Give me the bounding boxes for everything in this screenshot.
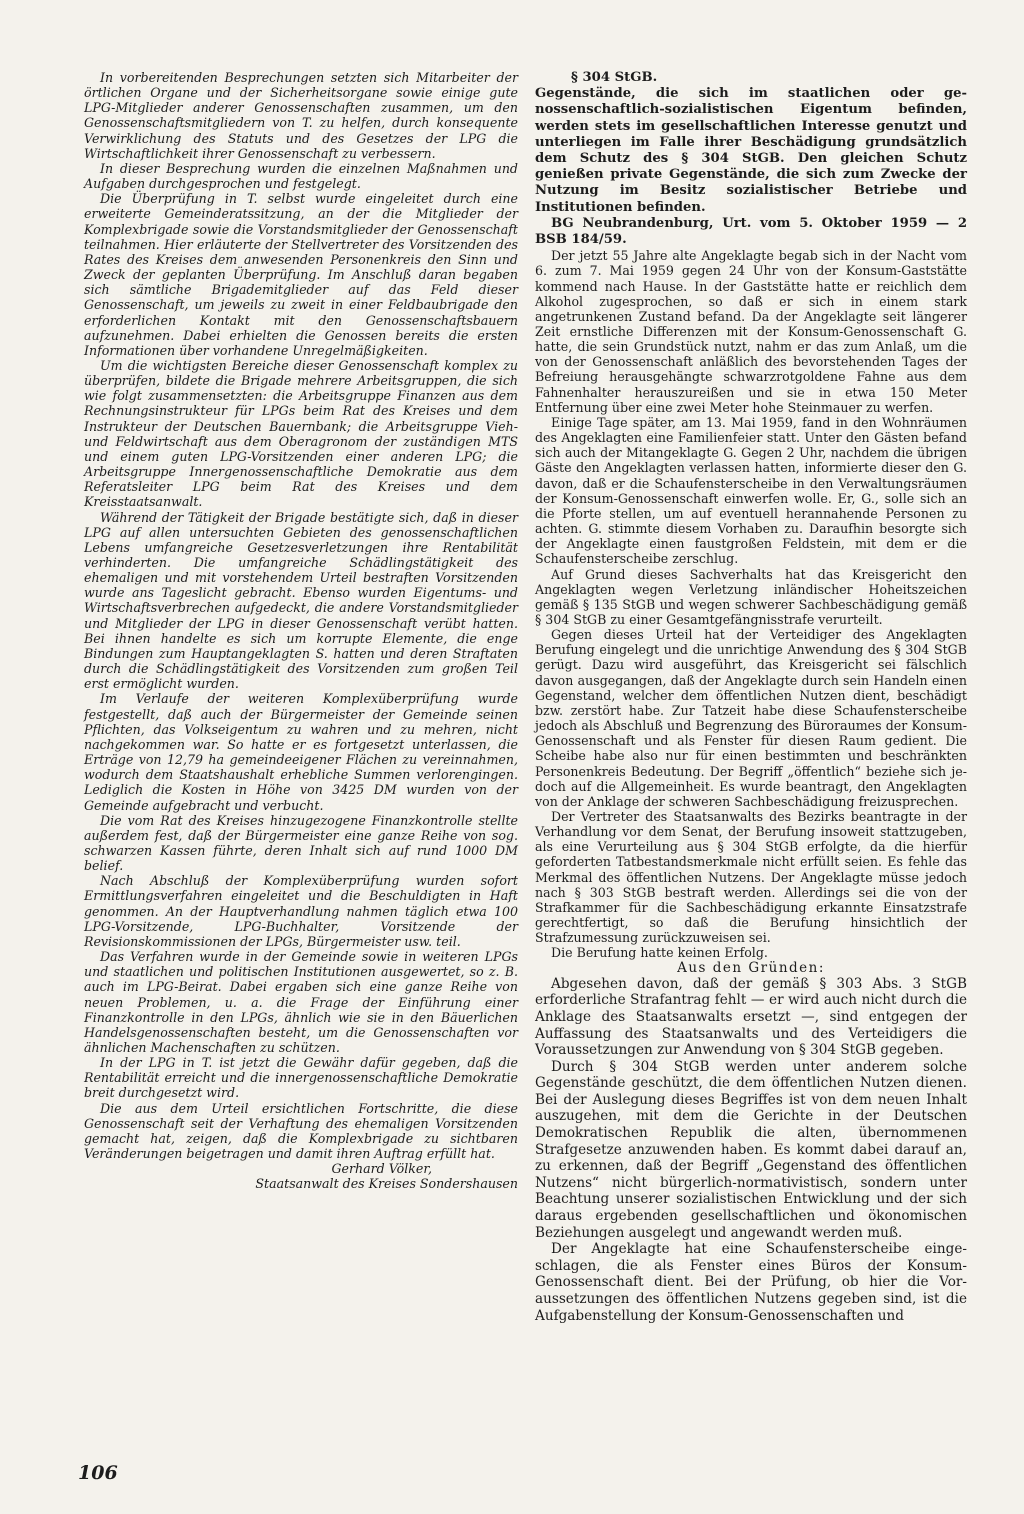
signature-title: Staatsanwalt des Kreises Sondershausen bbox=[255, 1176, 518, 1192]
section-heading: Aus den Gründen: bbox=[677, 959, 825, 976]
paragraph: Der jetzt 55 Jahre alte Angeklagte begab sich in der Nacht vom 6. zum 7. Mai 1959 gegen 24 Uhr von der Konsum-Gaststätte kommend nach Hause. In der Gaststätte hatte er reichlich dem Alkohol zugesprochen, so daß er sich in einem stark angetrunkenen Zustand befand. Da der Angeklagte seit längerer Zeit ernstliche Differenzen mit der Konsum-Genossenschaft G. hatte, die sein Grundstück nutzt, nahm er das zum Anlaß, um die von der Genossenschaft anläßlich des bevorstehenden Tages der Befreiung herausgehängte schwarzrotgoldene Fahne aus dem Fahnenhalter herauszureißen und sie in etwa 150 Meter Entfernung über eine zwei Meter hohe Steinmauer zu werfen. bbox=[535, 248, 967, 415]
paragraph: Auf Grund dieses Sachverhalts hat das Kreisgericht den Angeklagten wegen Verletzung inländischer Hoheitszeichen gemäß § 135 StGB und wegen schwerer Sachbeschädigung gemäß § 304 StGB zu einer Gesamtgefängnisstrafe verurteilt. bbox=[535, 566, 967, 627]
paragraph: Die Berufung hatte keinen Erfolg. bbox=[551, 945, 768, 961]
paragraph: Einige Tage später, am 13. Mai 1959, fand in den Wohnräumen des Angeklagten eine Familienfeier statt. Unter den Gästen befand sich auch der Mitangeklagte G. Gegen 2 Uhr, nachdem die übrigen Gäste den Angeklagten verlassen hatten, informierte dieser den G. davon, daß er die Schaufensterscheibe in den Verwaltungsräumen der Konsum-Genossenschaft einwerfen wolle. Er, G., solle sich an die Pforte stellen, um auf eventuell herannahende Personen zu achten. G. stimmte diesem Vorhaben zu. Daraufhin besorgte sich der Angeklagte einen faustgroßen Feldstein, mit dem er die Schaufensterscheibe zerschlug. bbox=[535, 414, 967, 567]
headnote: Gegenstände, die sich im staatlichen oder genossenschaftlich-sozialistischen Eigentum befinden, werden stets im gesellschaftlichen Interesse genutzt und unterliegen im Falle ihrer Beschädigung grundsätzlich dem Schutz des § 304 StGB. Den gleichen Schutz genießen private Gegenstände, die sich zum Zwecke der Nutzung im Besitz sozialistischer Betriebe und Institutionen befinden. bbox=[535, 86, 967, 215]
paragraph: Der Angeklagte hat eine Schaufensterscheibe eingeschlagen, die als Fenster eines Büros der Konsum-Genossenschaft dient. Bei der Prüfung, ob hier die Voraussetzungen des öffentlichen Nutzens gegeben sind, ist die Aufgabenstellung der Konsum-Genossenschaften und bbox=[535, 1241, 967, 1324]
paragraph: Die vom Rat des Kreises hinzugezogene Finanzkontrolle stellte außerdem fest, daß der Bürgermeister eine ganze Reihe von sog. schwarzen Kassen führte, deren Inhalt sich auf rund 1000 DM belief. bbox=[84, 812, 518, 874]
paragraph: In dieser Besprechung wurden die einzelnen Maßnahmen und Aufgaben durchgesprochen und festgelegt. bbox=[84, 160, 518, 192]
page-number: 106 bbox=[78, 1462, 118, 1484]
paragraph: Durch § 304 StGB werden unter anderem solche Gegenstände geschützt, die dem öffentlichen Nutzen dienen. Bei der Auslegung dieses Begriffes ist von dem neuen Inhalt auszugehen, mit dem die Gerichte in der Deutschen Demokratischen Republik die alten, übernommenen Strafgesetze anzuwenden haben. Es kommt dabei darauf an, zu erkennen, daß der Begriff „Gegenstand des öffentlichen Nutzens“ nicht bürgerlich-normativistisch, sondern unter Beachtung unserer sozialistischen Entwicklung und der sich daraus ergebenden gesellschaftlichen und ökonomischen Beziehungen ausgelegt und angewandt werden muß. bbox=[535, 1058, 967, 1241]
law-heading: § 304 StGB. bbox=[571, 70, 658, 85]
paragraph: Der Vertreter des Staatsanwalts des Bezirks beantragte in der Verhandlung vor dem Senat, der Berufung insoweit stattzugeben, als eine Verurteilung aus § 304 StGB erfolgte, da die hierfür geforderten Tatbestandsmerkmale nicht erfüllt seien. Es fehle das Merkmal des öffentlichen Nutzens. Der Angeklagte müsse jedoch nach § 303 StGB bestraft werden. Allerdings sei die von der Strafkammer für die Sachbeschädigung erkannte Einsatzstrafe gerechtfertigt, so daß die Berufung hinsichtlich der Strafzumessung zurückzuweisen sei. bbox=[535, 809, 967, 946]
paragraph: Im Verlaufe der weiteren Komplexüberprüfung wurde festgestellt, daß auch der Bürgermeister der Gemeinde seinen Pflichten, das Volkseigentum zu wahren und zu mehren, nicht nachgekommen war. So hatte er es fortgesetzt unterlassen, die Erträge von 12,79 ha gemeindeeigener Flächen zu vereinnahmen, wodurch dem Staatshaushalt erhebliche Summen verlorengingen. Lediglich die Kosten in Höhe von 3425 DM wurden von der Gemeinde aufgebracht und verbucht. bbox=[84, 691, 518, 813]
signature-name: Gerhard Völker, bbox=[331, 1161, 432, 1177]
paragraph: Abgesehen davon, daß der gemäß § 303 Abs. 3 StGB erforderliche Strafantrag fehlt — er wird auch nicht durch die Anklage des Staatsanwalts ersetzt —, sind entgegen der Auffassung des Staatsanwalts und des Verteidigers die Voraussetzungen zur Anwendung von § 304 StGB gegeben. bbox=[535, 975, 967, 1059]
court-citation: BG Neubrandenburg, Urt. vom 5. Oktober 1959 — 2 BSB 184/59. bbox=[535, 215, 967, 248]
paragraph: In der LPG in T. ist jetzt die Gewähr dafür gegeben, daß die Rentabilität erreicht und die innergenossenschaftliche Demokratie breit durchgesetzt wird. bbox=[84, 1055, 518, 1101]
right-column bbox=[535, 70, 967, 1324]
paragraph: Das Verfahren wurde in der Gemeinde sowie in weiteren LPGs und staatlichen und politischen Institutionen ausgewertet, so z. B. auch im LPG-Beirat. Dabei ergaben sich eine ganze Reihe von neuen Problemen, u. a. die Frage der Einführung einer Finanzkontrolle in den LPGs, ähnlich wie sie in den Bäuerlichen Handelsgenossenschaften besteht, um die Genossenschaften vor ähnlichen Machenschaften zu schützen. bbox=[84, 949, 518, 1055]
paragraph: Nach Abschluß der Komplexüberprüfung wurden sofort Ermittlungsverfahren eingeleitet und die Beschuldigten in Haft genommen. An der Hauptverhandlung nahmen täglich etwa 100 LPG-Vorsitzende, LPG-Buchhalter, Vorsitzende der Revisionskommissionen der LPGs, Bürgermeister usw. teil. bbox=[84, 873, 518, 949]
paragraph: Während der Tätigkeit der Brigade bestätigte sich, daß in dieser LPG auf allen untersuchten Gebieten des genossenschaftlichen Lebens umfangreiche Gesetzesverletzungen ihre Rentabilität verhinderten. Die umfangreiche Schädlingstätigkeit des ehemaligen und mit vorstehendem Urteil bestraften Vorsitzenden wurde ans Tageslicht gebracht. Ebenso wurden Eigentums- und Wirtschaftsverbrechen aufgedeckt, die andere Vorstandsmitglieder und Mitglieder der LPG in dieser Genossenschaft verübt hatten. Bei ihnen handelte es sich um korrupte Elemente, die enge Bindungen zum Hauptangeklagten S. hatten und deren Straftaten durch die Schädlingstätigkeit des Vorsitzenden zum großen Teil erst ermöglicht wurden. bbox=[84, 509, 518, 692]
paragraph: Um die wichtigsten Bereiche dieser Genossenschaft komplex zu überprüfen, bildete die Brigade mehrere Arbeitsgruppen, die sich wie folgt zusammensetzten: die Arbeitsgruppe Finanzen aus dem Rechnungsinstrukteur für LPGs beim Rat des Kreises und dem Instrukteur der Deutschen Bauernbank; die Arbeitsgruppe Vieh- und Feldwirtschaft aus dem Oberagronom der zuständigen MTS und einem guten LPG-Vorsitzenden einer anderen LPG; die Arbeitsgruppe Innergenossenschaftliche Demokratie aus dem Referatsleiter LPG beim Rat des Kreises und dem Kreisstaatsanwalt. bbox=[84, 357, 518, 510]
paragraph: In vorbereitenden Besprechungen setzten sich Mitarbeiter der örtlichen Organe und der Sicherheitsorgane sowie einige gute LPG-Mitglieder anderer Genossenschaften zusammen, um den Genossenschaftsmitgliedern von T. zu helfen, durch konsequente Verwirklichung des Statuts und des Gesetzes der LPG die Wirtschaftlichkeit ihrer Genossenschaft zu verbessern. bbox=[84, 70, 518, 161]
paragraph: Die aus dem Urteil ersichtlichen Fortschritte, die diese Genossenschaft seit der Verhaftung des ehemaligen Vorsitzenden gemacht hat, zeigen, daß die Komplexbrigade zu sichtbaren Veränderungen beigetragen und damit ihren Auftrag erfüllt hat. bbox=[84, 1100, 518, 1162]
left-column bbox=[84, 70, 518, 1192]
paragraph: Die Überprüfung in T. selbst wurde eingeleitet durch eine erweiterte Gemeinderatssitzung, an der die Mitglieder der Komplexbrigade sowie die Vorstandsmitglieder der Genossenschaft teilnahmen. Hier erläuterte der Stellvertreter des Vorsitzenden des Rates des Kreises dem anwesenden Personenkreis den Sinn und Zweck der geplanten Überprüfung. Im Anschluß daran begaben sich sämtliche Brigademitglieder auf das Feld dieser Genossenschaft, um jeweils zu zweit in einer Feldbaubrigade den erforderlichen Kontakt mit den Genossenschaftsbauern aufzunehmen. Dabei erhielten die Genossen bereits die ersten Informationen über vorhandene Unregelmäßigkeiten. bbox=[84, 191, 518, 358]
paragraph: Gegen dieses Urteil hat der Verteidiger des Angeklagten Berufung eingelegt und die unrichtige Anwendung des § 304 StGB gerügt. Dazu wird ausgeführt, das Kreisgericht sei fälschlich davon ausgegangen, daß der Angeklagte durch sein Handeln einen Gegenstand, welcher dem öffentlichen Nutzen dient, beschädigt bzw. zerstört habe. Zur Tatzeit habe diese Schaufensterscheibe jedoch als Abschluß und Begrenzung des Büroraumes der Konsum-Genossenschaft und als Fenster für diesen Raum gedient. Die Scheibe habe also nur für einen bestimmten und beschränkten Personenkreis Bedeutung. Der Begriff „öffentlich“ beziehe sich jedoch auf die Allgemeinheit. Es wurde beantragt, den Angeklagten von der Anklage der schweren Sachbeschädigung freizusprechen. bbox=[535, 627, 967, 809]
